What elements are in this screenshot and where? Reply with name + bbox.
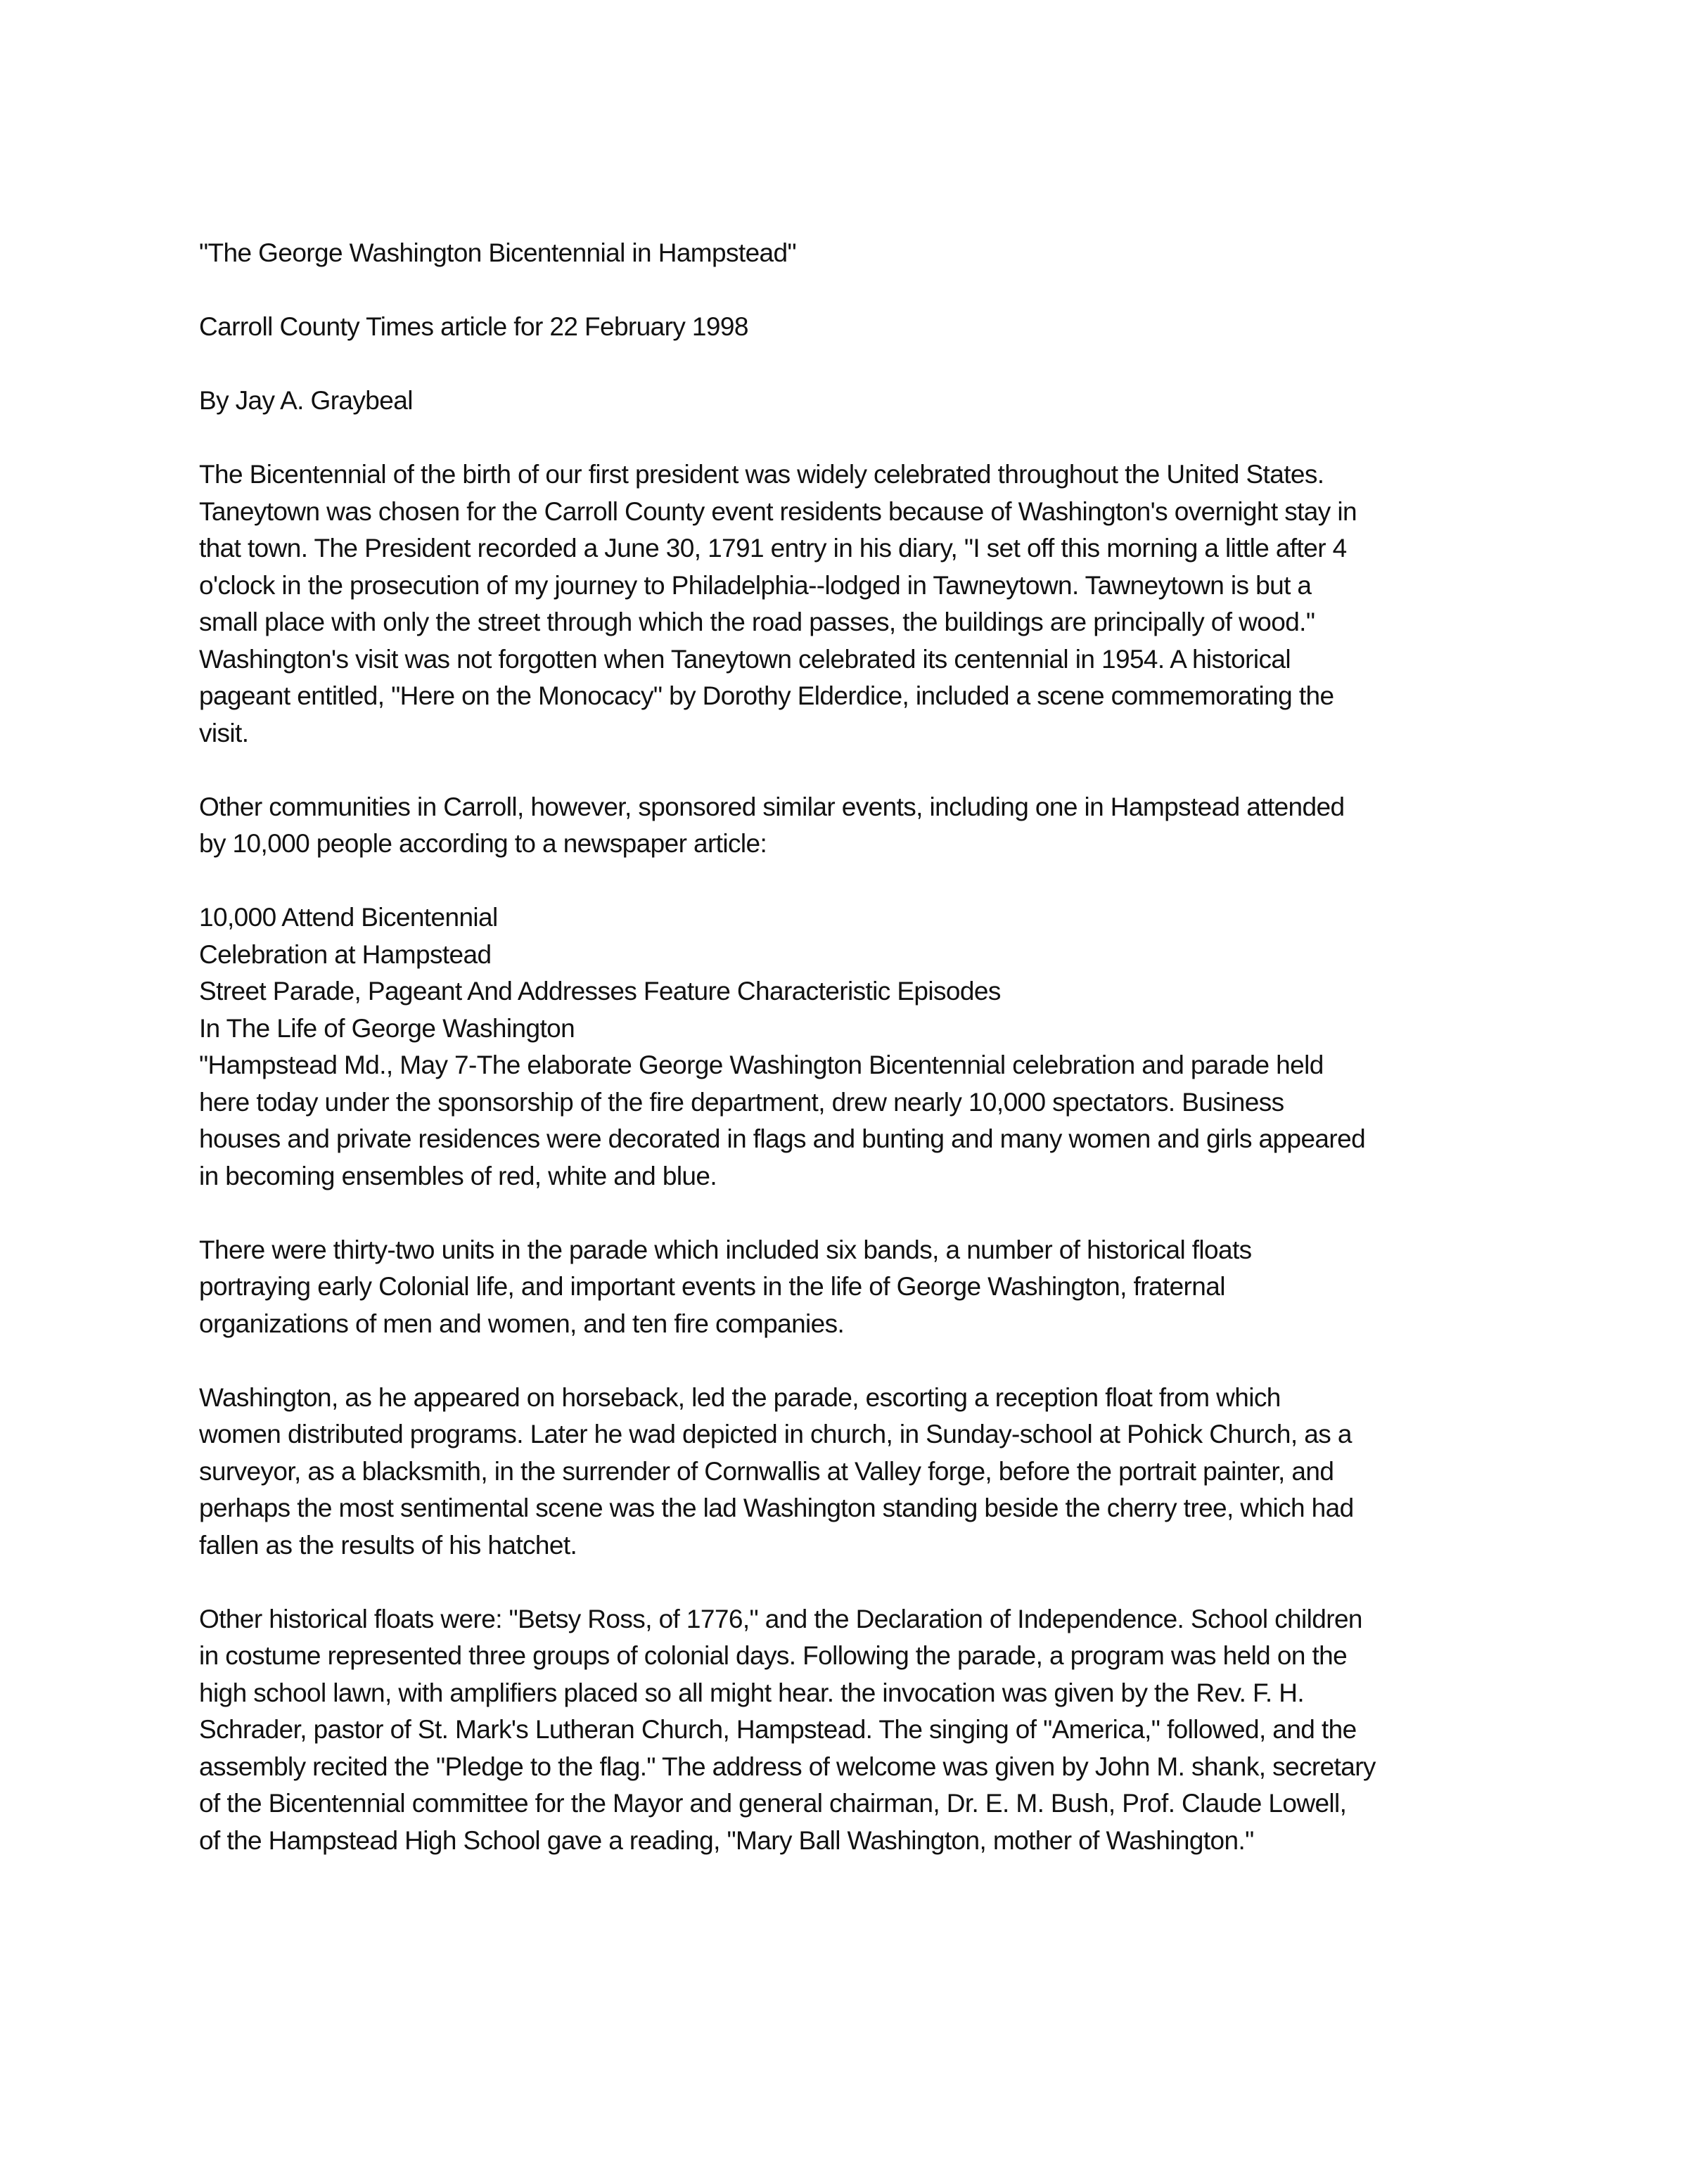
document-subtitle: Carroll County Times article for 22 February 1998 bbox=[199, 312, 748, 341]
text-line: by 10,000 people according to a newspaper article: bbox=[199, 829, 767, 858]
quote-headline: 10,000 Attend Bicentennial bbox=[199, 903, 498, 932]
spacer bbox=[199, 272, 1535, 309]
text-line: Other historical floats were: "Betsy Ross, of 1776," and the Declaration of Independence. School children bbox=[199, 1604, 1362, 1633]
document-page bbox=[199, 235, 1535, 1859]
text-line: here today under the sponsorship of the fire department, drew nearly 10,000 spectators. Business bbox=[199, 1087, 1284, 1117]
spacer bbox=[199, 1342, 1535, 1380]
spacer bbox=[199, 346, 1535, 383]
text-line: high school lawn, with amplifiers placed so all might hear. the invocation was given by the Rev. F. H. bbox=[199, 1678, 1305, 1707]
text-line: assembly recited the "Pledge to the flag." The address of welcome was given by John M. shank, secretary bbox=[199, 1752, 1376, 1781]
document-title: "The George Washington Bicentennial in Hampstead" bbox=[199, 238, 797, 267]
text-line: Other communities in Carroll, however, sponsored similar events, including one in Hampstead attended bbox=[199, 792, 1345, 821]
paragraph-parade-units bbox=[199, 1232, 1535, 1343]
text-line: surveyor, as a blacksmith, in the surrender of Cornwallis at Valley forge, before the portrait painter, and bbox=[199, 1456, 1334, 1486]
text-line: women distributed programs. Later he wad depicted in church, in Sunday-school at Pohick Church, as a bbox=[199, 1420, 1352, 1448]
text-line: of the Hampstead High School gave a reading, "Mary Ball Washington, mother of Washington." bbox=[199, 1825, 1254, 1855]
byline: By Jay A. Graybeal bbox=[199, 386, 413, 415]
paragraph-program bbox=[199, 1601, 1535, 1860]
text-line: The Bicentennial of the birth of our first president was widely celebrated throughout the United States. bbox=[199, 460, 1324, 489]
text-line: "Hampstead Md., May 7-The elaborate George Washington Bicentennial celebration and parade held bbox=[199, 1051, 1324, 1079]
text-line: fallen as the results of his hatchet. bbox=[199, 1530, 577, 1560]
text-line: in costume represented three groups of colonial days. Following the parade, a program was held on the bbox=[199, 1641, 1348, 1670]
text-line: houses and private residences were decorated in flags and bunting and many women and girls appeared bbox=[199, 1124, 1366, 1153]
text-line: o'clock in the prosecution of my journey to Philadelphia--lodged in Tawneytown. Tawneytown is but a bbox=[199, 570, 1312, 600]
spacer bbox=[199, 1195, 1535, 1232]
text-line: of the Bicentennial committee for the Mayor and general chairman, Dr. E. M. Bush, Prof. Claude Lowell, bbox=[199, 1789, 1347, 1818]
paragraph-other-communities bbox=[199, 789, 1535, 863]
text-line: small place with only the street through which the road passes, the buildings are principally of wood." bbox=[199, 608, 1315, 636]
text-line: perhaps the most sentimental scene was the lad Washington standing beside the cherry tree, which had bbox=[199, 1494, 1354, 1522]
text-line: visit. bbox=[199, 718, 249, 747]
text-line: There were thirty-two units in the parade which included six bands, a number of historical floats bbox=[199, 1235, 1252, 1264]
text-line: portraying early Colonial life, and important events in the life of George Washington, fraternal bbox=[199, 1272, 1225, 1301]
text-line: pageant entitled, "Here on the Monocacy" by Dorothy Elderdice, included a scene commemorating the bbox=[199, 681, 1334, 710]
quote-headline: Celebration at Hampstead bbox=[199, 939, 492, 969]
spacer bbox=[199, 1564, 1535, 1601]
quote-subheadline: In The Life of George Washington bbox=[199, 1013, 575, 1043]
paragraph-washington-scenes bbox=[199, 1380, 1535, 1565]
quote-subheadline: Street Parade, Pageant And Addresses Feature Characteristic Episodes bbox=[199, 977, 1001, 1006]
text-line: Schrader, pastor of St. Mark's Lutheran Church, Hampstead. The singing of "America," followed, and the bbox=[199, 1715, 1357, 1744]
spacer bbox=[199, 863, 1535, 900]
text-line: in becoming ensembles of red, white and blue. bbox=[199, 1161, 717, 1190]
paragraph-taneytown bbox=[199, 456, 1535, 752]
text-line: that town. The President recorded a June 30, 1791 entry in his diary, "I set off this morning a little after 4 bbox=[199, 534, 1347, 563]
text-line: Taneytown was chosen for the Carroll County event residents because of Washington's overnight stay in bbox=[199, 496, 1357, 526]
text-line: Washington's visit was not forgotten when Taneytown celebrated its centennial in 1954. A historical bbox=[199, 644, 1291, 674]
text-line: Washington, as he appeared on horseback, led the parade, escorting a reception float from which bbox=[199, 1382, 1281, 1412]
paragraph-newspaper-quote bbox=[199, 899, 1535, 1195]
text-line: organizations of men and women, and ten fire companies. bbox=[199, 1309, 845, 1338]
spacer bbox=[199, 752, 1535, 789]
spacer bbox=[199, 420, 1535, 457]
